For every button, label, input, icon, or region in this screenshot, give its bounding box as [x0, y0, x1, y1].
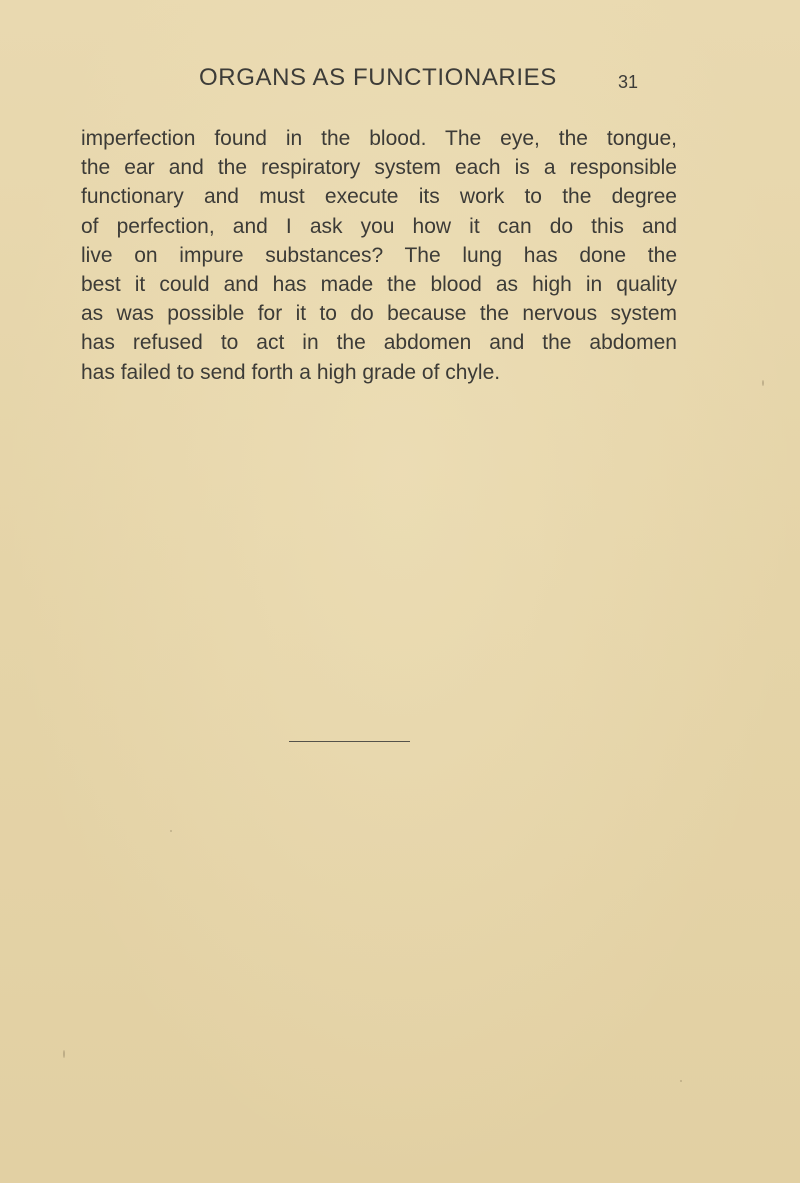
paper-speck [762, 380, 764, 386]
text-line: has refused to act in the abdomen and the abdomen [81, 331, 677, 355]
section-end-rule [289, 741, 410, 742]
page-number: 31 [618, 72, 639, 92]
paper-speck [170, 830, 172, 832]
text-line: best it could and has made the blood as high in quality [81, 272, 677, 296]
running-head [0, 64, 800, 96]
text-line: the ear and the respiratory system each is a responsible [81, 156, 677, 180]
text-line: functionary and must execute its work to the degree [81, 185, 677, 209]
paper-speck [680, 1080, 682, 1082]
body-paragraph [81, 124, 677, 387]
text-line: of perfection, and I ask you how it can do this and [81, 214, 677, 238]
text-line: live on impure substances? The lung has done the [81, 243, 677, 267]
paper-speck [63, 1050, 65, 1058]
text-line: has failed to send forth a high grade of chyle. [81, 360, 501, 384]
running-head-title: ORGANS AS FUNCTIONARIES [199, 64, 557, 91]
text-line: imperfection found in the blood. The eye, the tongue, [81, 127, 677, 150]
text-line: as was possible for it to do because the nervous system [81, 302, 677, 326]
